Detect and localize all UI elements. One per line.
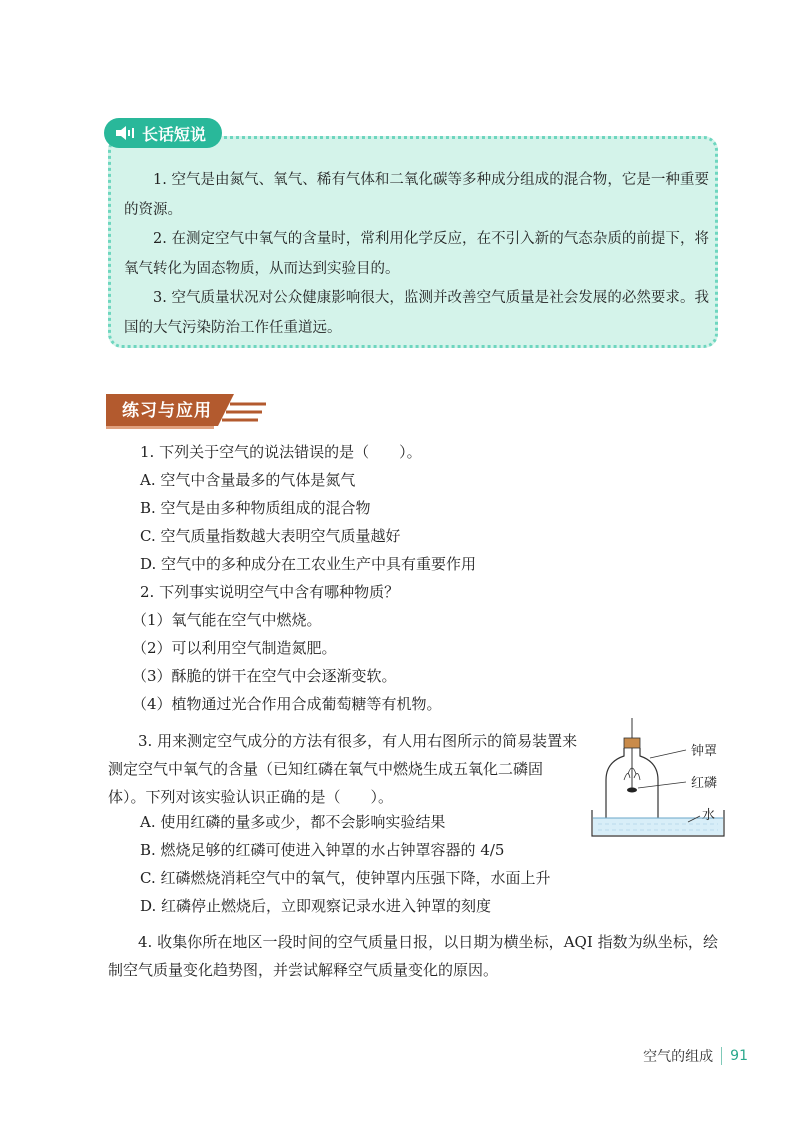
q1-option-c: C. 空气质量指数越大表明空气质量越好 bbox=[140, 527, 401, 545]
summary-paragraph-3: 3. 空气质量状况对公众健康影响很大，监测并改善空气质量是社会发展的必然要求。我国的大气污染防治工作任重道远。 bbox=[124, 290, 709, 336]
figure-label-bell-jar: 钟罩 bbox=[691, 744, 718, 759]
summary-text bbox=[124, 166, 709, 343]
q4-block bbox=[108, 928, 718, 984]
q3-stem: 3. 用来测定空气成分的方法有很多，有人用右图所示的简易装置来测定空气中氧气的含量（已知红磷在氧气中燃烧生成五氧化二磷固体）。下列对该实验认识正确的是（ ）。 bbox=[108, 732, 578, 806]
q3-option-c: C. 红磷燃烧消耗空气中的氧气，使钟罩内压强下降，水面上升 bbox=[140, 869, 551, 887]
q1-option-a: A. 空气中含量最多的气体是氮气 bbox=[140, 471, 356, 489]
q2-item-1: （1）氧气能在空气中燃烧。 bbox=[132, 611, 322, 629]
footer-chapter: 空气的组成 bbox=[643, 1049, 714, 1065]
q2-stem: 2. 下列事实说明空气中含有哪种物质？ bbox=[140, 583, 400, 601]
bell-jar-figure bbox=[588, 718, 728, 840]
q2-item-4: （4）植物通过光合作用合成葡萄糖等有机物。 bbox=[132, 695, 442, 713]
figure-label-red-phosphorus: 红磷 bbox=[691, 776, 718, 791]
q2-item-3: （3）酥脆的饼干在空气中会逐渐变软。 bbox=[132, 667, 397, 685]
q4-text: 4. 收集你所在地区一段时间的空气质量日报，以日期为横坐标，AQI 指数为纵坐标，绘制空气质量变化趋势图，并尝试解释空气质量变化的原因。 bbox=[108, 933, 718, 979]
summary-tag-label: 长话短说 bbox=[142, 124, 207, 144]
q1-stem: 1. 下列关于空气的说法错误的是（ ）。 bbox=[140, 443, 422, 461]
q2-item-2: （2）可以利用空气制造氮肥。 bbox=[132, 639, 337, 657]
q1-option-b: B. 空气是由多种物质组成的混合物 bbox=[140, 499, 371, 517]
exercise-header-label: 练习与应用 bbox=[122, 401, 212, 421]
figure-label-water: 水 bbox=[702, 808, 716, 823]
summary-paragraph-2: 2. 在测定空气中氧气的含量时，常利用化学反应，在不引入新的气态杂质的前提下，将氧气转化为固态物质，从而达到实验目的。 bbox=[124, 231, 709, 277]
q1-option-d: D. 空气中的多种成分在工农业生产中具有重要作用 bbox=[140, 555, 477, 573]
q3-option-a: A. 使用红磷的量多或少，都不会影响实验结果 bbox=[140, 813, 446, 831]
page-number: 91 bbox=[730, 1048, 748, 1064]
q3-option-d: D. 红磷停止燃烧后，立即观察记录水进入钟罩的刻度 bbox=[140, 897, 492, 915]
exercise-header bbox=[106, 390, 271, 430]
speaker-icon bbox=[114, 124, 136, 142]
summary-tag bbox=[104, 118, 222, 148]
q3-option-b: B. 燃烧足够的红磷可使进入钟罩的水占钟罩容器的 4/5 bbox=[140, 841, 505, 859]
summary-paragraph-1: 1. 空气是由氮气、氧气、稀有气体和二氧化碳等多种成分组成的混合物，它是一种重要的资源。 bbox=[124, 172, 709, 218]
footer-divider bbox=[721, 1047, 722, 1065]
q3-stem-block bbox=[108, 727, 578, 811]
page-footer bbox=[643, 1046, 748, 1066]
